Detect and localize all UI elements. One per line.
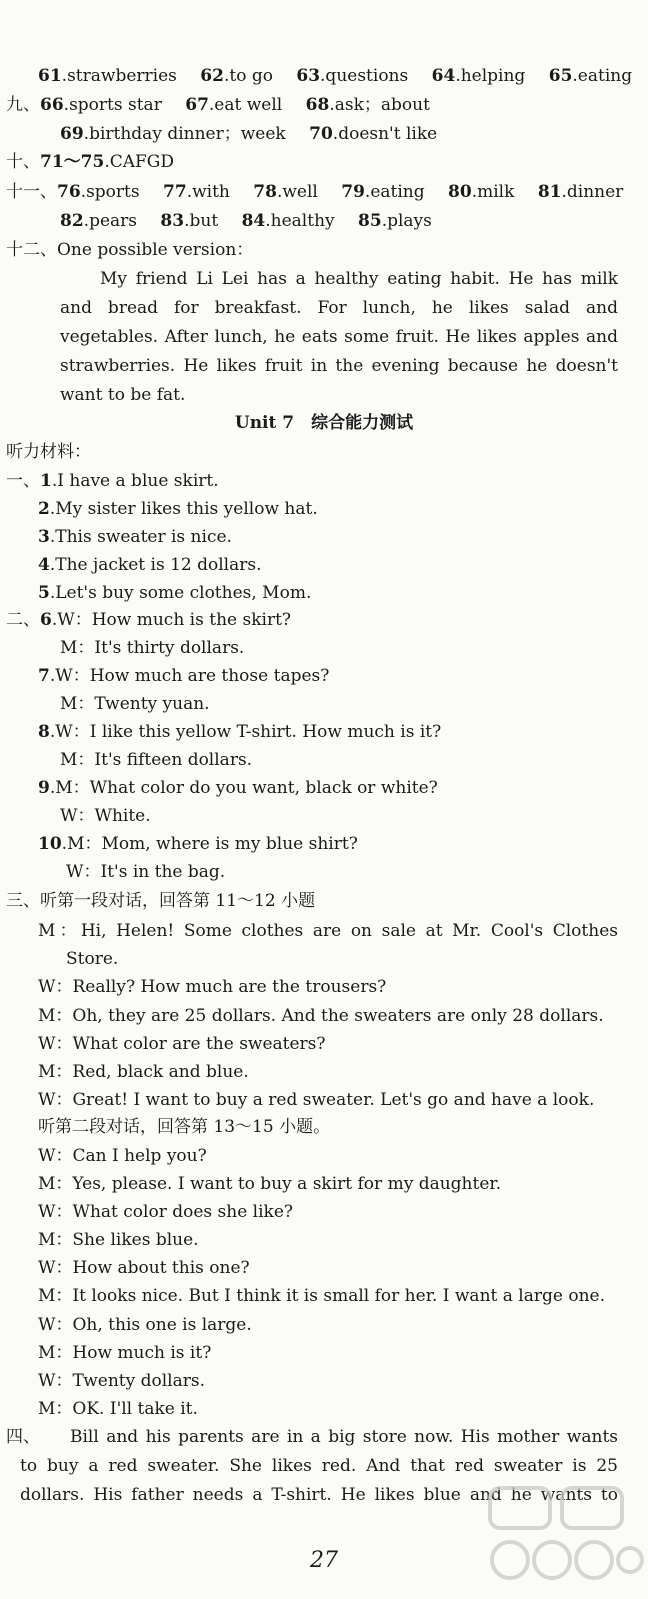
passage-line: Bill and his parents are in a big store now. His mother wants — [70, 1427, 618, 1447]
dialog-line: M：Red, black and blue. — [38, 1062, 249, 1082]
listening-item: 一、1.I have a blue skirt. — [6, 471, 219, 491]
answer-row-82-85: 82.pears 83.but 84.healthy 85.plays — [60, 211, 432, 231]
dialog-line: M：It looks nice. But I think it is small for her. I want a large one. — [38, 1286, 605, 1306]
section-label: 一、 — [6, 471, 40, 491]
dialog-question: 7.W：How much are those tapes? — [38, 666, 330, 686]
dialog-answer: M：Twenty yuan. — [60, 694, 210, 714]
dialog-line: M：OK. I'll take it. — [38, 1399, 198, 1419]
dialog-answer: W：It's in the bag. — [66, 862, 226, 882]
essay-line: want to be fat. — [60, 385, 186, 405]
page-number: 27 — [310, 1548, 338, 1573]
section-label: 十、 — [6, 152, 40, 172]
dialog-line: W：Great! I want to buy a red sweater. Let's go and have a look. — [38, 1090, 595, 1110]
dialog-line: W：Really? How much are the trousers? — [38, 977, 387, 997]
listening-item: 3.This sweater is nice. — [38, 527, 232, 547]
dialog-heading: 三、听第一段对话，回答第 11～12 小题 — [6, 891, 316, 911]
dialog-answer: M：It's thirty dollars. — [60, 638, 245, 658]
listening-item: 2.My sister likes this yellow hat. — [38, 499, 318, 519]
dialog-answer: W：White. — [60, 806, 151, 826]
listening-item: 4.The jacket is 12 dollars. — [38, 555, 262, 575]
listening-item: 5.Let's buy some clothes, Mom. — [38, 583, 312, 603]
answer-row-61-65: 61.strawberries 62.to go 63.questions 64.helping 65.eating — [38, 66, 633, 86]
passage-line: dollars. His father needs a T-shirt. He likes blue and he wants to — [20, 1485, 618, 1505]
dialog-question: 9.M：What color do you want, black or white? — [38, 778, 438, 798]
section-10-row: 十、71～75.CAFGD — [6, 152, 175, 172]
dialog-question: 8.W：I like this yellow T-shirt. How much is it? — [38, 722, 442, 742]
dialog-line: W：Can I help you? — [38, 1146, 207, 1166]
unit-title: Unit 7 综合能力测试 — [234, 413, 414, 433]
answer-row-69-70: 69.birthday dinner；week 70.doesn't like — [60, 124, 438, 144]
dialog-answer: M：It's fifteen dollars. — [60, 750, 253, 770]
section-9-row-66-68: 九、66.sports star 67.eat well 68.ask；about — [6, 95, 430, 115]
passage-line: to buy a red sweater. She likes red. And that red sweater is 25 — [20, 1456, 618, 1476]
dialog-question: 10.M：Mom, where is my blue shirt? — [38, 834, 358, 854]
section-11-row-76-81: 十一、76.sports 77.with 78.well 79.eating 80.milk 81.dinner — [6, 182, 624, 202]
listening-label: 听力材料： — [6, 442, 91, 462]
dialog-line: W：What color are the sweaters? — [38, 1034, 326, 1054]
essay-line: and bread for breakfast. For lunch, he likes salad and — [60, 298, 618, 318]
dialog-line: M：Hi, Helen! Some clothes are on sale at Mr. Cool's Clothes — [38, 921, 618, 941]
section-label: 十二、 — [6, 240, 57, 260]
watermark-logo — [470, 1480, 645, 1590]
dialog-heading: 听第二段对话，回答第 13～15 小题。 — [38, 1117, 331, 1137]
dialog-line: M：Oh, they are 25 dollars. And the sweaters are only 28 dollars. — [38, 1006, 604, 1026]
dialog-line: M：She likes blue. — [38, 1230, 199, 1250]
dialog-question: 二、6.W：How much is the skirt? — [6, 610, 292, 630]
essay-line: strawberries. He likes fruit in the evening because he doesn't — [60, 356, 618, 376]
dialog-line: M：Yes, please. I want to buy a skirt for my daughter. — [38, 1174, 502, 1194]
dialog-line: W：Oh, this one is large. — [38, 1315, 252, 1335]
essay-line: My friend Li Lei has a healthy eating habit. He has milk — [100, 269, 618, 289]
dialog-line: W：Twenty dollars. — [38, 1371, 205, 1391]
dialog-line: Store. — [66, 949, 119, 969]
section-label: 三、 — [6, 891, 40, 911]
dialog-line: M：How much is it? — [38, 1343, 212, 1363]
section-label: 二、 — [6, 610, 40, 630]
essay-line: vegetables. After lunch, he eats some fruit. He likes apples and — [60, 327, 618, 347]
passage-label: 四、 — [6, 1427, 40, 1447]
dialog-line: W：How about this one? — [38, 1258, 250, 1278]
section-12-heading: 十二、One possible version： — [6, 240, 254, 260]
dialog-line: W：What color does she like? — [38, 1202, 294, 1222]
section-label: 九、 — [6, 95, 40, 115]
section-label: 十一、 — [6, 182, 57, 202]
